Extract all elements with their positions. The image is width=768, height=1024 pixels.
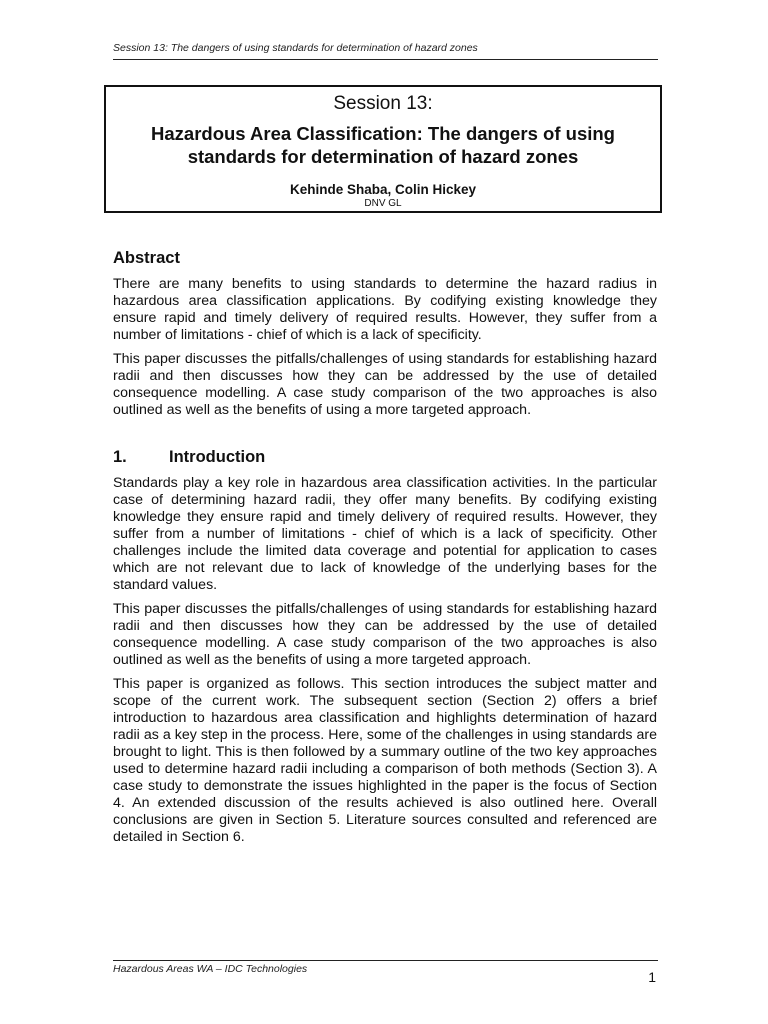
session-label: Session 13: [333,93,433,114]
page-number: 1 [648,969,656,985]
paper-title: Hazardous Area Classification: The dangers of using standards for determination of hazard zones [151,123,615,167]
introduction-paragraph: This paper is organized as follows. This section introduces the subject matter and scope of the current work. The subsequent section (Section 2) offers a brief introduction to hazardous area classification and highlights determination of hazard radii as a key step in the process. Here, some of the challenges in using standards are brought to light. This is then followed by a summary outline of the two key approaches used to determine hazard radii including a comparison of both methods (Section 3). A case study to demonstrate the issues highlighted in the paper is the focus of Section 4. An extended discussion of the results achieved is also outlined here. Overall conclusions are given in Section 5. Literature sources consulted and referenced are detailed in Section 6. [113,676,657,845]
body-content [113,248,657,853]
footer-text: Hazardous Areas WA – IDC Technologies [113,963,308,975]
page-footer [113,960,658,985]
title-box [104,85,662,213]
section-title: Introduction [169,448,266,466]
affiliation: DNV GL [364,198,402,209]
introduction-heading [113,447,657,467]
introduction-paragraph: This paper discusses the pitfalls/challenges of using standards for establishing hazard radii and then discusses how they can be addressed by the use of detailed consequence modelling. A case study comparison of the two approaches is also outlined as well as the benefits of using a more targeted approach. [113,601,657,668]
introduction-paragraph: Standards play a key role in hazardous area classification activities. In the particular case of determining hazard radii, they offer many benefits. By codifying existing knowledge they ensure rapid and timely delivery of required results. However, they suffer from a number of limitations - chief of which is a lack of specificity. Other challenges include the limited data coverage and potential for application to cases which are not relevant due to lack of knowledge of the underlying bases for the standard values. [113,475,657,593]
section-number: 1. [113,448,127,466]
authors: Kehinde Shaba, Colin Hickey [289,182,477,197]
abstract-paragraph: There are many benefits to using standards to determine the hazard radius in hazardous area classification applications. By codifying existing knowledge they ensure rapid and timely delivery of required results. However, they suffer from a number of limitations - chief of which is a lack of specificity. [113,276,657,343]
abstract-heading: Abstract [113,249,180,267]
abstract-paragraph: This paper discusses the pitfalls/challenges of using standards for establishing hazard radii and then discusses how they can be addressed by the use of detailed consequence modelling. A case study comparison of the two approaches is also outlined as well as the benefits of using a more targeted approach. [113,351,657,418]
running-header: Session 13: The dangers of using standards for determination of hazard zones [113,42,658,60]
